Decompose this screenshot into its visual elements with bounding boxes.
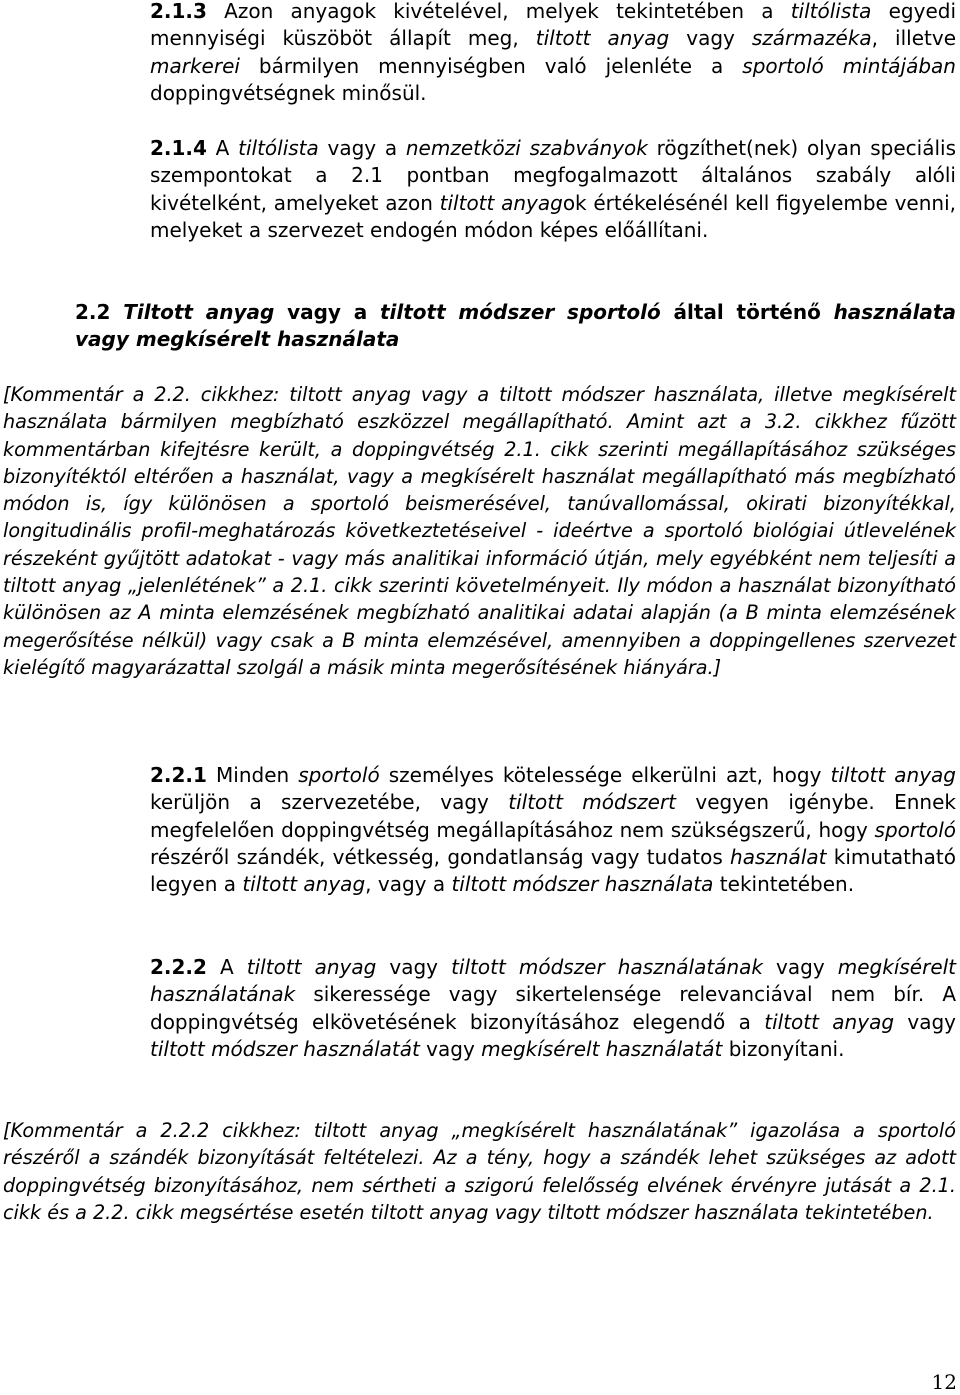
- term: tiltott anyag: [439, 190, 563, 215]
- text: tekintetében.: [713, 872, 855, 897]
- section-number: 2.2.2: [150, 955, 207, 979]
- text: vagy: [894, 1009, 957, 1034]
- text: részéről szándék, vétkesség, gondatlanság vagy tudatos: [150, 844, 731, 869]
- term: származéka: [751, 26, 872, 51]
- heading-text: használata vagy megkísérelt használata: [75, 300, 956, 352]
- text: Minden: [206, 763, 299, 787]
- text: bizonyítani.: [722, 1036, 845, 1061]
- paragraph-2-1-4: [150, 135, 956, 244]
- section-number: 2.2: [75, 300, 111, 324]
- term: tiltott módszer használatának: [451, 955, 763, 979]
- term: megkísérelt használatát: [481, 1036, 723, 1061]
- text: vegyen igénybe. Ennek megfelelően doppingvétség megállapításához nem szükségszerű, hogy: [150, 790, 956, 842]
- text: ok értékelésénél kell figyelembe venni, melyeket a szervezet endogén módon képes előállítani.: [150, 190, 956, 242]
- heading-text: Tiltott anyag: [110, 300, 275, 324]
- section-number: 2.1.3: [150, 0, 207, 23]
- commentary-text: [Kommentár a 2.2.2 cikkhez: tiltott anyag „megkísérelt használatának” igazolása a sportoló részéről a szándék bizonyítását feltételezi. Az a tény, hogy a szándék lehet szükséges az adott doppingvétség bizonyításához, nem sértheti a szigorú felelősség elvének érvényre jutását a 2.1. cikk és a 2.2. cikk megsértése esetén tiltott anyag vagy tiltott módszer használata tekintetében.: [3, 1119, 956, 1224]
- term: tiltott módszert: [508, 790, 677, 815]
- text: A: [206, 955, 247, 979]
- text: személyes kötelessége elkerülni azt, hogy: [379, 763, 831, 787]
- paragraph-2-2-2: [150, 954, 956, 1063]
- term: tiltott módszer használata: [451, 872, 714, 897]
- commentary-2-2: [3, 381, 956, 681]
- heading-text: tiltott módszer sportoló: [379, 300, 661, 324]
- text: Azon anyagok kivételével, melyek tekintetében a: [206, 0, 791, 23]
- page-number: 12: [931, 1370, 957, 1394]
- section-number: 2.2.1: [150, 763, 207, 787]
- term: tiltólista: [238, 136, 319, 160]
- term: tiltott anyag: [764, 1009, 895, 1034]
- text: A: [206, 136, 239, 160]
- text: , vagy a: [365, 872, 452, 897]
- text: kimutatható legyen a: [150, 844, 956, 897]
- text: egyedi mennyiségi küszöböt állapít meg,: [150, 0, 957, 51]
- term: használat: [730, 844, 827, 869]
- term: tiltott módszer használatát: [150, 1036, 420, 1061]
- term: tiltott anyag: [535, 26, 670, 51]
- term: sportoló mintájában: [742, 53, 956, 78]
- term: tiltott anyag: [242, 872, 366, 897]
- text: bármilyen mennyiségben való jelenléte a: [239, 53, 743, 78]
- text: sikeressége vagy sikertelensége relevanciával nem bír. A doppingvétség elkövetésének bizonyításához elegendő a: [150, 982, 956, 1034]
- text: vagy: [669, 26, 752, 51]
- heading-text: által történő: [660, 300, 834, 324]
- commentary-text: [Kommentár a 2.2. cikkhez: tiltott anyag vagy a tiltott módszer használata, illetve megkísérelt használata bármilyen megbízható eszközzel megállapítható. Amint azt a 3.2. cikkhez fűzött kommentárban kifejtésre került, a doppingvétség 2.1. cikk szerinti megállapításához szükséges bizonyítéktól eltérően a használat, vagy a megkísérelt használat megállapítható más megbízható módon is, így különösen a sportoló beismerésével, tanúvallomással, okirati bizonyítékkal, longitudinális profil-meghatározás következtetéseivel - ideértve a sportoló biológiai útlevelének részeként gyűjtött adatokat - vagy más analitikai információ útján, mely egyébként nem teljesíti a tiltott anyag „jelenlétének” a 2.1. cikk szerinti követelményeit. Ily módon a használat bizonyítható különösen az A minta elemzésének megbízható analitikai adatai alapján (a B minta elemzésének megerősítése nélkül) vagy csak a B minta elemzésével, amennyiben a doppingellenes szervezet kielégítő magyarázattal szolgál a másik minta megerősítésének hiányára.]: [3, 383, 956, 679]
- term: tiltólista: [790, 0, 872, 23]
- term: markerei: [150, 53, 240, 78]
- term: nemzetközi szabványok: [405, 136, 648, 160]
- text: , illetve: [871, 26, 956, 51]
- paragraph-2-2-1: [150, 762, 956, 898]
- term: megkísérelt használatának: [150, 955, 957, 1007]
- term: tiltott anyag: [830, 763, 957, 787]
- term: sportoló: [298, 763, 380, 787]
- text: vagy: [419, 1036, 482, 1061]
- text: vagy a: [318, 136, 406, 160]
- text: vagy: [376, 955, 452, 979]
- section-heading-2-2: [75, 299, 956, 354]
- term: tiltott anyag: [246, 955, 377, 979]
- text: doppingvétségnek minősül.: [150, 80, 427, 105]
- commentary-2-2-2: [3, 1117, 956, 1226]
- text: vagy: [762, 955, 838, 979]
- section-number: 2.1.4: [150, 136, 207, 160]
- text: kerüljön a szervezetébe, vagy: [150, 790, 509, 815]
- paragraph-2-1-3: [150, 0, 956, 107]
- heading-text: vagy a: [274, 300, 380, 324]
- text: rögzíthet(nek) olyan speciális szempontokat a 2.1 pontban megfogalmazott általános szabály alóli kivételként, amelyeket azon: [150, 136, 956, 215]
- term: sportoló: [874, 817, 956, 842]
